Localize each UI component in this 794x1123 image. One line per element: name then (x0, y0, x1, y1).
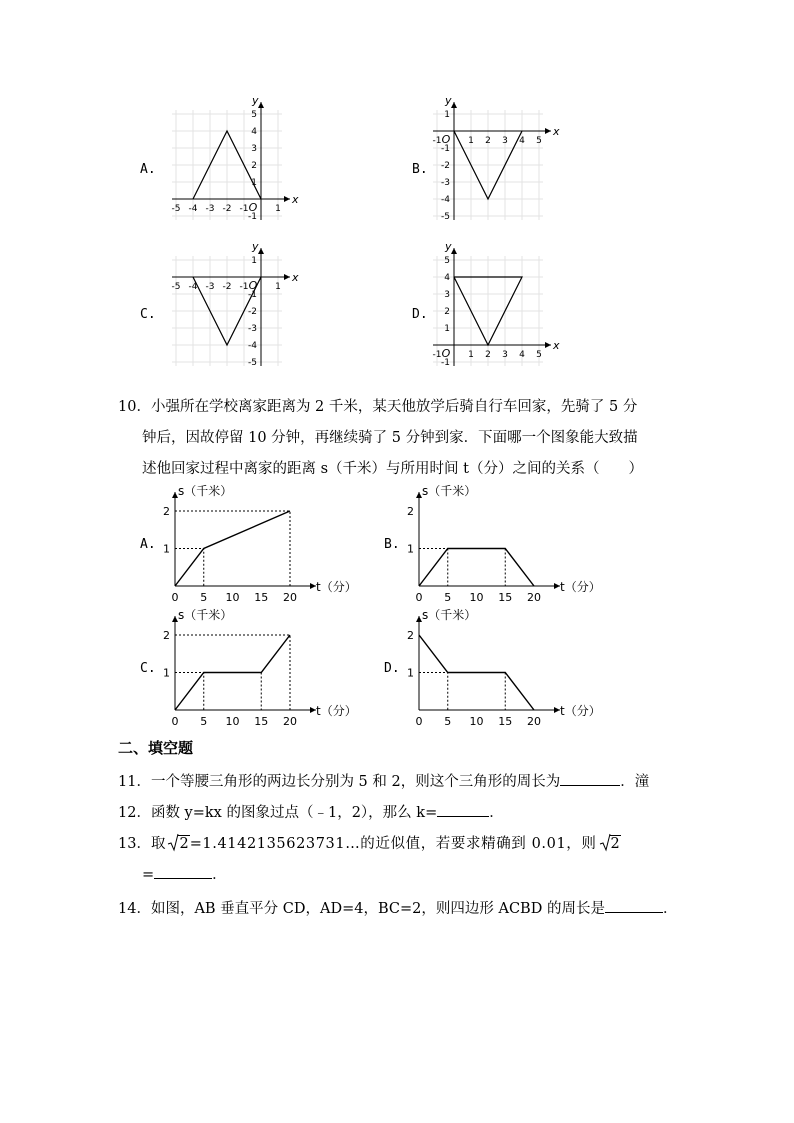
t-tick-label: 20 (283, 591, 297, 604)
y-tick-label: -3 (441, 178, 450, 188)
y-axis-arrow (258, 248, 264, 254)
x-tick-label: 3 (502, 350, 508, 360)
s-tick-label: 2 (163, 505, 170, 518)
q9-option-b-label: B. (412, 162, 428, 177)
x-axis-arrow (284, 274, 290, 280)
x-tick-label: 2 (485, 350, 491, 360)
x-tick-label: 1 (275, 282, 281, 292)
t-tick-label: 10 (469, 591, 484, 604)
q10-option-d-graph (399, 606, 599, 726)
x-tick-label: -2 (222, 282, 232, 292)
t-tick-label: 0 (171, 715, 179, 728)
q10-option-b-graph (399, 482, 599, 602)
q9-option-b-graph (432, 94, 572, 230)
x-tick-label: 5 (536, 136, 542, 146)
s-tick-label: 1 (163, 542, 170, 556)
section-title-fill-blank: 二、填空题 (118, 739, 194, 757)
t-tick-label: 20 (527, 715, 541, 728)
q13-radicand-2: 2 (610, 836, 620, 852)
q13-tail: ． (212, 867, 227, 883)
t-axis-label: t（分） (316, 704, 357, 718)
t-tick-label: 15 (498, 591, 513, 604)
x-axis-variable: x (292, 271, 299, 284)
y-tick-label: 1 (444, 324, 450, 334)
x-tick-label: -3 (205, 204, 215, 214)
t-tick-label: 15 (498, 715, 513, 728)
t-axis-label: t（分） (316, 580, 357, 594)
q10-line-3: 述他回家过程中离家的距离 s（千米）与所用时间 t（分）之间的关系（ ） (142, 461, 643, 477)
y-tick-label: 1 (444, 110, 450, 120)
t-tick-label: 5 (444, 591, 452, 604)
s-tick-label: 1 (407, 666, 414, 680)
y-axis-arrow (451, 248, 457, 254)
q9-option-d-label: D. (412, 307, 428, 322)
x-axis-arrow (284, 196, 290, 202)
q14 (118, 897, 677, 918)
y-tick-label: 1 (251, 256, 257, 266)
x-tick-label: -3 (205, 282, 215, 292)
q13-pre: 13．取 (118, 836, 166, 852)
s-axis-label: s（千米） (178, 484, 233, 498)
x-tick-label: O (441, 347, 451, 360)
q10-option-c-label: C. (140, 661, 156, 676)
t-tick-label: 15 (254, 715, 269, 728)
t-tick-label: 15 (254, 591, 269, 604)
y-tick-label: -1 (248, 290, 257, 300)
q10-option-a-graph (155, 482, 355, 602)
t-tick-label: 10 (225, 715, 240, 728)
t-tick-label: 10 (469, 715, 484, 728)
y-tick-label: 2 (251, 161, 257, 171)
x-tick-label: 4 (519, 136, 525, 146)
q11-tail: ．潼 (620, 774, 650, 790)
y-tick-label: 1 (251, 178, 257, 188)
sqrt-symbol-2 (599, 836, 621, 852)
q12-answer-blank[interactable] (437, 802, 489, 817)
y-tick-label: -1 (441, 358, 450, 368)
x-tick-label: 3 (502, 136, 508, 146)
q13-cont: = (142, 867, 155, 883)
x-tick-label: 1 (275, 204, 281, 214)
x-tick-label: 2 (485, 136, 491, 146)
x-tick-label: 5 (536, 350, 542, 360)
s-axis-label: s（千米） (422, 484, 477, 498)
y-axis-variable: y (445, 94, 452, 107)
x-axis-variable: x (553, 125, 560, 138)
y-tick-label: -5 (441, 212, 450, 222)
s-axis-label: s（千米） (178, 608, 233, 622)
y-axis-variable: y (252, 94, 259, 107)
y-axis-variable: y (445, 240, 452, 253)
t-tick-label: 20 (527, 591, 541, 604)
q12-text: 12．函数 y=kx 的图象过点（﹣1，2），那么 k= (118, 805, 438, 821)
q13-answer-blank[interactable] (154, 864, 212, 879)
q10-line-1: 10．小强所在学校离家距离为 2 千米，某天他放学后骑自行车回家，先骑了 5 分 (118, 399, 638, 415)
y-tick-label: -4 (441, 195, 450, 205)
x-axis-variable: x (553, 339, 560, 352)
q14-tail: ． (662, 901, 678, 917)
x-tick-label: 1 (468, 350, 474, 360)
q9-option-d-graph (432, 240, 572, 376)
y-axis-arrow (258, 102, 264, 108)
x-tick-label: -1 (432, 136, 442, 146)
q12-tail: ． (489, 805, 504, 821)
y-axis-variable: y (252, 240, 259, 253)
q14-text: 14．如图，AB 垂直平分 CD，AD=4，BC=2，则四边形 ACBD 的周长是 (118, 901, 605, 917)
s-tick-label: 1 (163, 666, 170, 680)
x-axis-arrow (545, 342, 551, 348)
q9-option-c-graph (160, 240, 300, 376)
y-tick-label: -1 (441, 144, 450, 154)
x-tick-label: O (248, 201, 258, 214)
y-tick-label: -4 (248, 341, 257, 351)
x-tick-label: -4 (188, 204, 198, 214)
t-tick-label: 0 (171, 591, 179, 604)
q13 (118, 832, 621, 853)
q9-option-a-graph (160, 94, 300, 230)
y-tick-label: -2 (248, 307, 257, 317)
y-tick-label: 4 (444, 273, 450, 283)
q10-option-c-graph (155, 606, 355, 726)
sqrt-symbol (167, 836, 189, 852)
q10-option-b-label: B. (384, 537, 400, 552)
t-axis-label: t（分） (560, 704, 601, 718)
x-tick-label: -1 (239, 282, 249, 292)
q14-answer-blank[interactable] (605, 898, 663, 913)
x-tick-label: -2 (222, 204, 232, 214)
y-tick-label: -3 (248, 324, 257, 334)
y-tick-label: 5 (251, 110, 257, 120)
x-axis-variable: x (292, 193, 299, 206)
x-tick-label: -4 (188, 282, 198, 292)
q10-line-2: 钟后，因故停留 10 分钟，再继续骑了 5 分钟到家．下面哪一个图象能大致描 (142, 430, 638, 446)
distance-time-line (419, 549, 534, 587)
y-tick-label: -2 (441, 161, 450, 171)
t-tick-label: 0 (415, 715, 423, 728)
q13-continuation (142, 863, 227, 884)
t-tick-label: 0 (415, 591, 423, 604)
q10-option-d-label: D. (384, 661, 400, 676)
y-axis-arrow (451, 102, 457, 108)
t-tick-label: 5 (200, 591, 208, 604)
dashed-guide-line (419, 673, 448, 711)
x-tick-label: 4 (519, 350, 525, 360)
s-tick-label: 1 (407, 542, 414, 556)
t-tick-label: 20 (283, 715, 297, 728)
q11-text: 11．一个等腰三角形的两边长分别为 5 和 2，则这个三角形的周长为 (118, 774, 561, 790)
t-tick-label: 5 (200, 715, 208, 728)
x-axis-arrow (545, 128, 551, 134)
y-tick-label: -5 (248, 358, 257, 368)
y-tick-label: 2 (444, 307, 450, 317)
x-tick-label: O (248, 279, 258, 292)
s-tick-label: 2 (407, 629, 414, 642)
y-tick-label: 5 (444, 256, 450, 266)
q9-option-c-label: C. (140, 307, 156, 322)
x-tick-label: -5 (171, 204, 181, 214)
s-tick-label: 2 (163, 629, 170, 642)
s-axis-label: s（千米） (422, 608, 477, 622)
q10-option-a-label: A. (140, 537, 156, 552)
t-tick-label: 5 (444, 715, 452, 728)
x-tick-label: 1 (468, 136, 474, 146)
y-tick-label: 3 (251, 144, 257, 154)
q12 (118, 801, 504, 822)
x-tick-label: -5 (171, 282, 181, 292)
q13-radicand: 2 (179, 836, 189, 852)
s-tick-label: 2 (407, 505, 414, 518)
y-tick-label: -1 (248, 212, 257, 222)
q11 (118, 770, 649, 791)
x-tick-label: -1 (432, 350, 442, 360)
q11-answer-blank[interactable] (560, 771, 620, 786)
y-tick-label: 4 (251, 127, 257, 137)
q13-mid: =1.4142135623731…的近似值，若要求精确到 0.01，则 (189, 836, 597, 852)
x-tick-label: -1 (239, 204, 249, 214)
t-axis-label: t（分） (560, 580, 601, 594)
x-tick-label: O (441, 133, 451, 146)
t-tick-label: 10 (225, 591, 240, 604)
y-tick-label: 3 (444, 290, 450, 300)
q9-option-a-label: A. (140, 162, 156, 177)
